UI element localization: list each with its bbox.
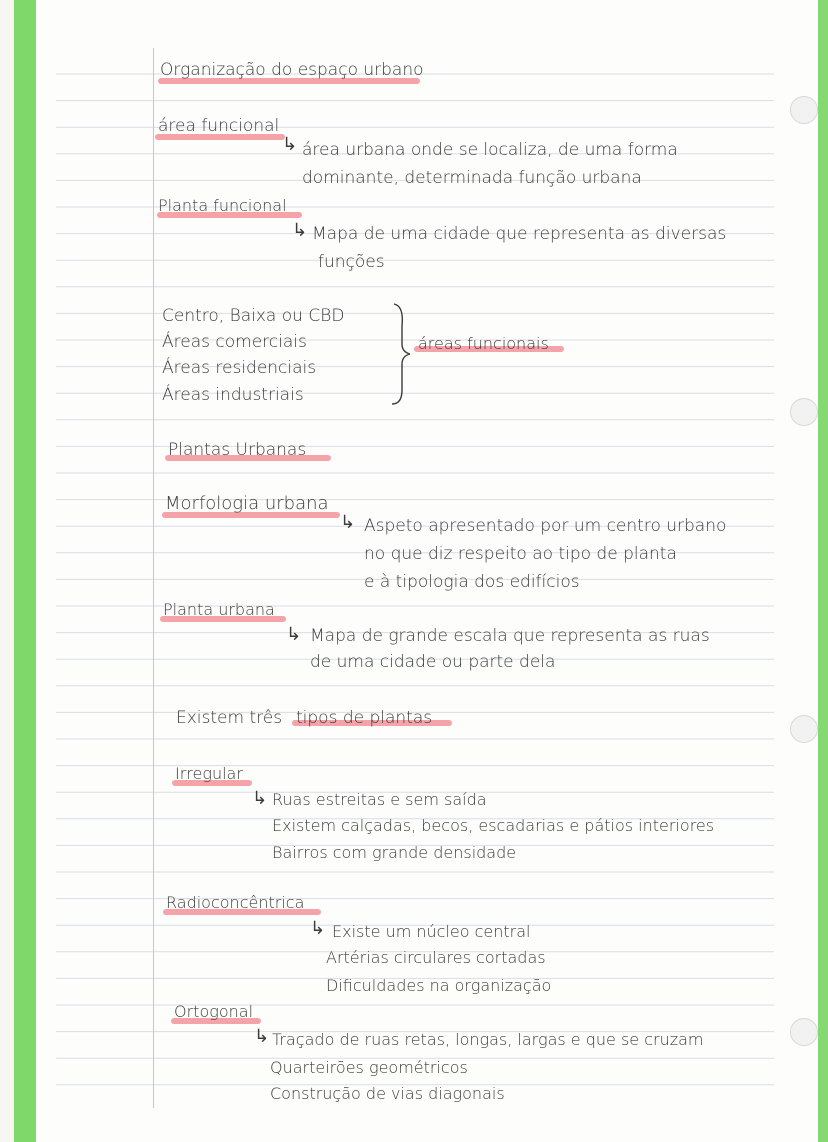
text-line: Ruas estreitas e sem saída [272,790,487,809]
list-item: Áreas residenciais [162,358,317,378]
text-line: Bairros com grande densidade [272,843,517,862]
text-line: Traçado de ruas retas, longas, largas e que se cruzam [272,1030,704,1049]
heading-planta-urbana: Planta urbana [163,600,275,619]
heading-area-funcional: área funcional [158,116,280,136]
arrow-icon: ↳ [292,220,308,241]
binder-edge-left [14,0,36,1142]
text-line: Existem três [176,708,283,728]
binder-edge-right [818,0,828,1142]
text-line: Artérias circulares cortadas [326,948,546,967]
arrow-icon: ↳ [340,512,356,533]
text-line: dominante, determinada função urbana [302,168,642,188]
heading-ortogonal: Ortogonal [174,1002,254,1021]
arrow-icon: ↳ [310,918,326,939]
brace-icon [390,300,414,408]
text-line: Existe um núcleo central [332,922,531,941]
margin-line [153,48,154,1108]
text-line: funções [318,252,385,272]
text-line: no que diz respeito ao tipo de planta [364,544,677,564]
list-item: Áreas industriais [162,385,304,405]
text-line: área urbana onde se localiza, de uma forma [302,140,678,160]
text-line: e à tipologia dos edifícios [364,572,580,592]
text-line: Construção de vias diagonais [270,1084,505,1103]
text-line: de uma cidade ou parte dela [310,652,556,672]
text-line: Mapa de uma cidade que representa as diversas [312,224,727,244]
text-line: Quarteirões geométricos [270,1058,468,1077]
text-line: Mapa de grande escala que representa as ruas [310,626,710,646]
heading-plantas-urbanas: Plantas Urbanas [168,440,307,460]
list-item: Centro, Baixa ou CBD [162,306,345,326]
text-line: Dificuldades na organização [326,976,552,995]
heading-morfologia: Morfologia urbana [165,493,329,514]
heading-planta-funcional: Planta funcional [158,196,287,215]
arrow-icon: ↳ [282,134,298,155]
list-item: Áreas comerciais [162,332,307,352]
text-line: Existem calçadas, becos, escadarias e pátios interiores [272,816,715,835]
arrow-icon: ↳ [286,624,302,645]
punch-hole [790,1018,818,1046]
punch-hole [790,398,818,426]
arrow-icon: ↳ [254,1026,270,1047]
page-title: Organização do espaço urbano [160,60,424,80]
punch-hole [790,96,818,124]
arrow-icon: ↳ [252,788,268,809]
brace-label: áreas funcionais [418,334,549,353]
heading-radioconcentrica: Radioconcêntrica [166,893,305,912]
text-line: Aspeto apresentado por um centro urbano [364,516,727,536]
heading-irregular: Irregular [175,764,243,783]
text-line-marked: tipos de plantas [296,708,433,728]
punch-hole [790,715,818,743]
